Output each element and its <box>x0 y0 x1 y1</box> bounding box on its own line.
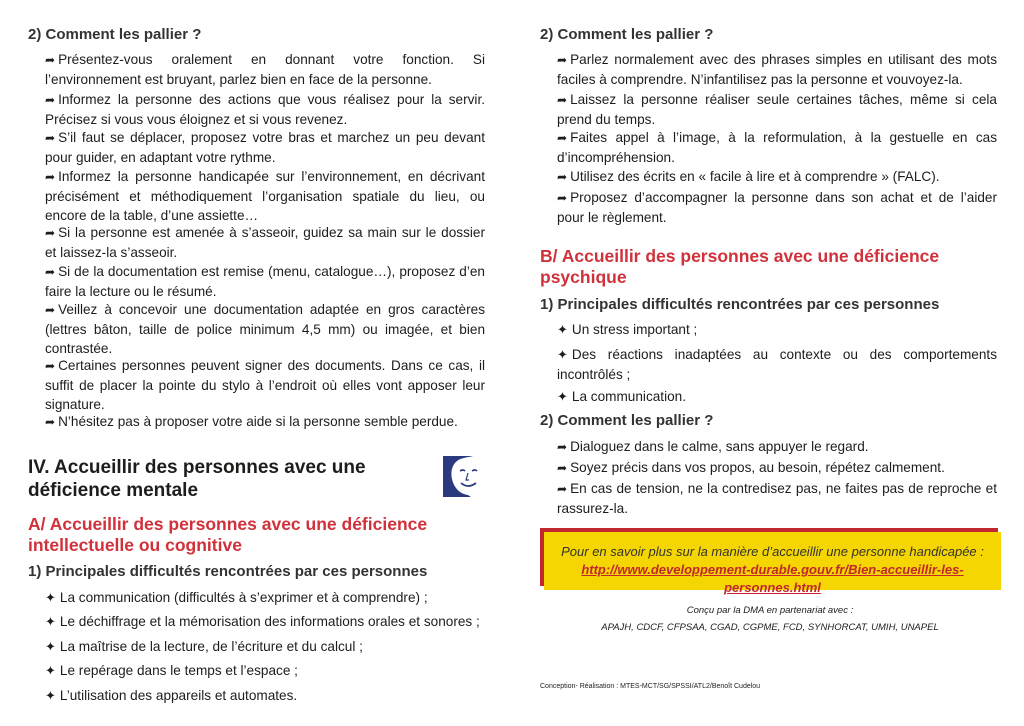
info-link[interactable]: http://www.developpement-durable.gouv.fr/Bien-accueillir-les-personnes.html <box>581 562 964 595</box>
list-item-text: Le déchiffrage et la mémorisation des informations orales et sonores ; <box>59 614 480 629</box>
arrow-icon: ➦ <box>557 440 568 454</box>
arrow-icon: ➦ <box>557 191 568 205</box>
list-item-text: Dialoguez dans le calme, sans appuyer le regard. <box>570 439 869 454</box>
star-icon: ✦ <box>45 640 56 655</box>
list-item <box>557 437 997 457</box>
list-item-text: La communication. <box>571 389 686 404</box>
star-icon: ✦ <box>45 664 56 679</box>
list-item-text: Parlez normalement avec des phrases simples en utilisant des mots faciles à comprendre. N’infantilisez pas la personne et vouvoyez-la. <box>557 52 997 87</box>
list-item-text: Veillez à concevoir une documentation adaptée en gros caractères (lettres bâton, taille de police minimum 4,5 mm) ou imagée, et bien contrastée. <box>45 302 485 356</box>
arrow-icon: ➦ <box>45 226 56 240</box>
arrow-icon: ➦ <box>557 53 568 67</box>
arrow-icon: ➦ <box>45 303 56 317</box>
list-item-text: Si de la documentation est remise (menu, catalogue…), proposez d’en faire la lecture ou le résumé. <box>45 264 485 299</box>
list-item <box>45 637 485 657</box>
list-item <box>45 588 485 608</box>
list-item-text: Si la personne est amenée à s’asseoir, guidez sa main sur le dossier et laissez-la s’asseoir. <box>45 225 485 260</box>
list-item-text: Utilisez des écrits en « facile à lire et à comprendre » (FALC). <box>570 169 940 184</box>
info-text: Pour en savoir plus sur la manière d’accueillir une personne handicapée : <box>561 544 984 559</box>
arrow-icon: ➦ <box>557 170 568 184</box>
list-item <box>45 356 485 414</box>
star-icon: ✦ <box>45 689 56 704</box>
subsection-title-b: B/ Accueillir des personnes avec une déficience psychique <box>540 246 940 287</box>
list-item <box>45 167 485 225</box>
list-item-text: Un stress important ; <box>571 322 698 337</box>
list-item-text: Certaines personnes peuvent signer des documents. Dans ce cas, il suffit de placer la pointe du stylo à l’endroit où elles vont apposer leur signature. <box>45 358 485 412</box>
list-item <box>45 412 485 432</box>
star-icon: ✦ <box>557 323 568 338</box>
list-item-text: La communication (difficultés à s’exprimer et à comprendre) ; <box>59 590 428 605</box>
mental-disability-face-icon <box>443 456 486 497</box>
list-item-text: Informez la personne handicapée sur l’environnement, en décrivant précisément et méthodiquement l’organisation spatiale du lieu, ou encore de la table, d’une assiette… <box>45 169 485 223</box>
list-item <box>45 90 485 129</box>
section-title: IV. Accueillir des personnes avec une déficience mentale <box>28 457 366 501</box>
footer-credit: Conception- Réalisation : MTES-MCT/SG/SPSSI/ATL2/Benoît Cudelou <box>540 683 761 690</box>
subsection-b-heading-how: 2) Comment les pallier ? <box>540 412 714 429</box>
list-item <box>557 167 997 187</box>
info-box-body <box>544 532 1001 595</box>
arrow-icon: ➦ <box>45 265 56 279</box>
list-item-text: S’il faut se déplacer, proposez votre bras et marchez un peu devant pour guider, en adaptant votre rythme. <box>45 130 485 165</box>
list-item <box>557 387 997 407</box>
list-item-text: Informez la personne des actions que vous réalisez pour la servir. Précisez si vous vous éloignez et si vous revenez. <box>45 92 485 127</box>
list-item-text: En cas de tension, ne la contredisez pas, ne faites pas de reproche et rassurez-la. <box>557 481 997 516</box>
list-item-text: Laissez la personne réaliser seule certaines tâches, même si cela prend du temps. <box>557 92 997 127</box>
list-item-text: Présentez-vous oralement en donnant votre fonction. Si l’environnement est bruyant, parlez bien en face de la personne. <box>45 52 485 87</box>
list-item <box>557 128 997 167</box>
subsection-title-a: A/ Accueillir des personnes avec une déficience intellectuelle ou cognitive <box>28 514 428 555</box>
arrow-icon: ➦ <box>45 170 56 184</box>
arrow-icon: ➦ <box>557 93 568 107</box>
list-item <box>45 686 485 706</box>
arrow-icon: ➦ <box>557 482 568 496</box>
star-icon: ✦ <box>45 591 56 606</box>
list-item <box>557 458 997 478</box>
list-item <box>557 188 997 227</box>
arrow-icon: ➦ <box>45 93 56 107</box>
list-item <box>557 479 997 518</box>
arrow-icon: ➦ <box>45 359 56 373</box>
arrow-icon: ➦ <box>557 461 568 475</box>
list-item <box>557 50 997 89</box>
list-item <box>557 345 997 384</box>
list-item-text: Faites appel à l’image, à la reformulation, à la gestuelle en cas d’incompréhension. <box>557 130 997 165</box>
list-item <box>45 128 485 167</box>
list-item <box>45 612 485 632</box>
list-item <box>45 50 485 89</box>
list-item-text: La maîtrise de la lecture, de l’écriture et du calcul ; <box>59 639 363 654</box>
list-item-text: N’hésitez pas à proposer votre aide si la personne semble perdue. <box>58 414 458 429</box>
credits-line-1: Conçu par la DMA en partenariat avec : <box>686 605 854 616</box>
list-item <box>557 320 997 340</box>
list-item-text: Le repérage dans le temps et l’espace ; <box>59 663 298 678</box>
arrow-icon: ➦ <box>45 415 56 429</box>
star-icon: ✦ <box>557 390 568 405</box>
list-item-text: Des réactions inadaptées au contexte ou des comportements incontrôlés ; <box>557 347 997 382</box>
arrow-icon: ➦ <box>557 131 568 145</box>
star-icon: ✦ <box>45 615 56 630</box>
list-item-text: Soyez précis dans vos propos, au besoin, répétez calmement. <box>570 460 945 475</box>
arrow-icon: ➦ <box>45 131 56 145</box>
star-icon: ✦ <box>557 348 568 363</box>
list-item <box>45 661 485 681</box>
right-heading-how: 2) Comment les pallier ? <box>540 26 714 43</box>
list-item <box>45 300 485 358</box>
list-item <box>45 223 485 262</box>
subsection-b-heading-difficulties: 1) Principales difficultés rencontrées par ces personnes <box>540 296 940 313</box>
list-item-text: L’utilisation des appareils et automates. <box>59 688 298 703</box>
info-box <box>540 528 1001 595</box>
list-item <box>557 90 997 129</box>
list-item <box>45 262 485 301</box>
list-item-text: Proposez d’accompagner la personne dans son achat et de l’aider pour le règlement. <box>557 190 997 225</box>
subsection-a-heading: 1) Principales difficultés rencontrées par ces personnes <box>28 563 428 580</box>
left-heading-how: 2) Comment les pallier ? <box>28 26 202 43</box>
credits-line-2: APAJH, CDCF, CFPSAA, CGAD, CGPME, FCD, SYNHORCAT, UMIH, UNAPEL <box>601 622 939 633</box>
arrow-icon: ➦ <box>45 53 56 67</box>
